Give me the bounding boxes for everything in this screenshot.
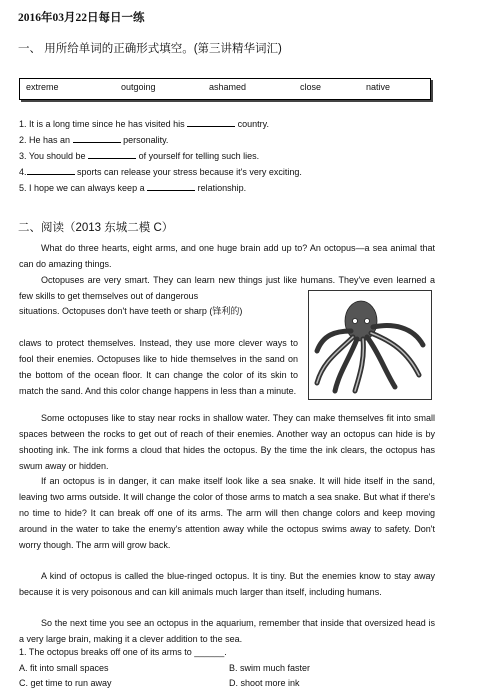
reading-paragraph: So the next time you see an octopus in the aquarium, remember that inside that oversized head is a very large brain, making it a clever addition to the sea. [19,618,435,644]
reading-paragraph-continued: situations. Octopuses don't have teeth or sharp (锋利的) [19,306,243,316]
question-item: 5. I hope we can always keep a relationship. [19,183,247,193]
word-bank-item: extreme [26,82,59,92]
reading-paragraph: What do three hearts, eight arms, and one huge brain add up to? An octopus—a sea animal that can do amazing things. [19,243,435,269]
reading-question: 1. The octopus breaks off one of its arms to ______. [19,647,227,657]
answer-blank[interactable] [27,165,75,175]
octopus-icon [309,291,431,399]
page-title: 2016年03月22日每日一练 [18,12,145,24]
word-bank-box [19,78,431,100]
reading-paragraph: Some octopuses like to stay near rocks in shallow water. They can make themselves fit into small spaces between the rocks to get out of reach of their enemies. Another way an octopus can hide is by shooting ink. The ink forms a cloud that hides the octopus. By the time the ink clears, the octopus has swum away or hidden. [19,413,435,471]
section2-heading: 二、阅读（2013 东城二模 C） [18,222,174,234]
word-bank-item: ashamed [209,82,247,92]
word-bank-item: native [366,82,391,92]
option-a[interactable]: A. fit into small spaces [19,663,109,673]
question-item: 2. He has an personality. [19,135,169,145]
section1-heading: 一、 用所给单词的正确形式填空。(第三讲精华词汇) [18,43,282,55]
reading-paragraph: If an octopus is in danger, it can make itself look like a sea snake. It will hide itself in the sand, leaving two arms outside. It will change the color of those arms to match a sea snake. But what if there's no time to hide? It can break off one of its arms. The arm will then change colors and keep moving around in the water to take the enemy's attention away while the octopus swims away to safety. Don't worry though. The arm will grow back. [19,476,435,550]
reading-paragraph: Octopuses are very smart. They can learn new things just like humans. They've even learned a few skills to get themselves out of dangerous [19,275,435,301]
question-item: 1. It is a long time since he has visited his country. [19,119,269,129]
answer-blank[interactable] [187,117,235,127]
option-b[interactable]: B. swim much faster [229,663,311,673]
reading-paragraph: A kind of octopus is called the blue-ringed octopus. It is tiny. But the enemies know to stay away because it is very poisonous and can kill animals much larger than itself, including humans. [19,571,435,597]
answer-blank[interactable] [73,133,121,143]
word-bank-item: outgoing [121,82,156,92]
question-item: 4. sports can release your stress because it's very exciting. [19,167,302,177]
option-c[interactable]: C. get time to run away [19,678,112,688]
word-bank-item: close [300,82,322,92]
reading-paragraph-continued: claws to protect themselves. Instead, they use more clever ways to fool their enemies. Octopuses like to hide themselves in the sand on the bottom of the ocean floor. It can change the color of its skin to match the sand. And this color change happens in less than a minute. [19,338,298,396]
question-item: 3. You should be of yourself for telling such lies. [19,151,260,161]
option-d[interactable]: D. shoot more ink [229,678,300,688]
answer-blank[interactable] [88,149,136,159]
answer-blank[interactable] [147,181,195,191]
octopus-illustration [308,290,432,400]
